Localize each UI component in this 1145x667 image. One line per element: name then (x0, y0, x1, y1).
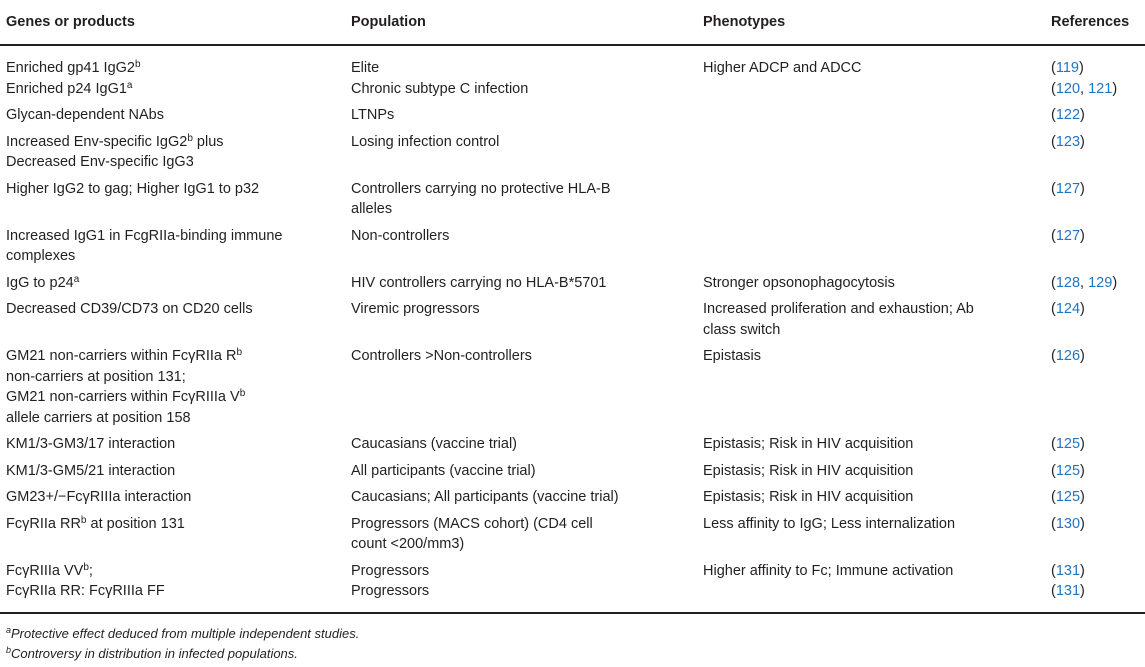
cell-phenotypes (697, 99, 1045, 126)
cell-population: Progressors (351, 562, 430, 579)
table-row (0, 481, 1145, 508)
genes-text: Higher IgG2 to gag; Higher IgG1 to p32 (6, 180, 260, 197)
cell-references: (125) (1051, 462, 1085, 479)
genes-text: Increased IgG1 in FcgRIIa-binding immune complexes (6, 227, 283, 264)
reference-link[interactable]: 126 (1055, 348, 1081, 364)
table-row (0, 126, 1145, 173)
reference-link[interactable]: 121 (1088, 80, 1113, 97)
footnote-mark: a (6, 625, 12, 635)
genes-text: Increased Env-specific IgG2 (6, 133, 188, 150)
genes-text: at position 131 (86, 515, 185, 532)
genes-text: IgG to p24 (6, 274, 74, 291)
cell-phenotypes (697, 79, 1045, 100)
cell-phenotypes: Higher ADCP and ADCC (703, 60, 862, 76)
footnote-mark: b (6, 645, 12, 655)
cell-population: Non-controllers (351, 227, 450, 244)
cell-references: (130) (1051, 515, 1085, 532)
cell-references: (131) (1045, 581, 1145, 613)
genes-text: ; (88, 562, 93, 579)
cell-phenotypes (697, 220, 1045, 267)
cell-references: (128, 129) (1051, 274, 1118, 291)
footnote-mark: b (239, 388, 246, 399)
table-row (0, 220, 1145, 267)
cell-population: Losing infection control (351, 133, 500, 150)
table-row (0, 267, 1145, 294)
genes-text: FcγRIIIa VV (6, 562, 84, 579)
cell-references: (123) (1051, 133, 1085, 150)
genes-text: plus Decreased Env-specific IgG3 (6, 133, 224, 170)
genes-text: FcγRIIa RR: FcγRIIIa FF (6, 583, 165, 599)
cell-population: HIV controllers carrying no HLA-B*5701 (351, 274, 607, 291)
cell-references: (124) (1051, 301, 1085, 317)
cell-population: LTNPs (351, 107, 395, 123)
table-row (0, 455, 1145, 482)
genes-text: KM1/3-GM3/17 interaction (6, 436, 176, 452)
reference-link[interactable]: 120 (1055, 80, 1081, 97)
reference-link[interactable]: 129 (1088, 274, 1113, 291)
reference-link[interactable]: 125 (1055, 436, 1081, 452)
reference-link[interactable]: 125 (1055, 462, 1081, 479)
table-row (0, 340, 1145, 428)
reference-link[interactable]: 128 (1055, 274, 1081, 291)
cell-population: Viremic progressors (351, 301, 480, 317)
cell-genes (0, 126, 345, 173)
cell-phenotypes: Epistasis; Risk in HIV acquisition (703, 436, 914, 452)
genes-text: allele carriers at position 158 (6, 409, 191, 426)
genes-text: FcγRIIa RR (6, 515, 81, 532)
table-row (0, 555, 1145, 582)
table-row (0, 45, 1145, 79)
cell-genes (0, 481, 345, 508)
cell-references: (126) (1051, 348, 1085, 364)
cell-phenotypes: Epistasis; Risk in HIV acquisition (703, 489, 914, 505)
reference-link[interactable]: 130 (1055, 515, 1081, 532)
footnote-mark: b (187, 132, 193, 144)
table-row (0, 79, 1145, 100)
reference-link[interactable]: 125 (1055, 489, 1081, 505)
footnote-mark: a (73, 273, 80, 285)
footnote-b (6, 644, 359, 664)
cell-phenotypes: Higher affinity to Fc; Immune activation (703, 562, 954, 579)
reference-link[interactable]: 122 (1055, 107, 1081, 123)
table-body (0, 45, 1145, 613)
cell-phenotypes (697, 581, 1045, 613)
reference-link[interactable]: 131 (1055, 562, 1081, 579)
cell-references: (120, 121) (1051, 80, 1118, 97)
table-header (0, 0, 1145, 45)
footnote-mark: a (126, 79, 133, 91)
cell-references: (122) (1051, 107, 1085, 123)
cell-population: Progressors (MACS cohort) (CD4 cell count <200/mm3) (351, 515, 593, 552)
cell-phenotypes: Increased proliferation and exhaustion; Ab class switch (703, 301, 974, 338)
cell-references: (131) (1051, 562, 1085, 579)
genes-text: GM23+/−FcγRIIIa interaction (6, 489, 192, 505)
genes-text: KM1/3-GM5/21 interaction (6, 462, 176, 479)
cell-genes (0, 508, 345, 555)
footnote-text: Protective effect deduced from multiple independent studies. (11, 626, 360, 641)
cell-phenotypes (697, 173, 1045, 220)
cell-genes (0, 455, 345, 482)
reference-link[interactable]: 123 (1055, 133, 1081, 150)
cell-population: Elite (351, 60, 380, 76)
reference-link[interactable]: 119 (1055, 60, 1079, 76)
cell-genes (0, 220, 345, 267)
cell-genes (0, 79, 345, 100)
reference-link[interactable]: 131 (1055, 583, 1081, 599)
table-row (0, 581, 1145, 613)
header-references: References (1045, 0, 1145, 45)
reference-link[interactable]: 127 (1055, 227, 1081, 244)
cell-references: (125) (1051, 436, 1085, 452)
cell-genes (0, 555, 345, 582)
cell-genes (0, 340, 345, 428)
footnote-mark: b (80, 514, 87, 526)
cell-genes (0, 581, 345, 613)
cell-genes (0, 173, 345, 220)
cell-population: Controllers >Non-controllers (351, 348, 532, 364)
cell-references: (127) (1051, 227, 1085, 244)
genes-text: Glycan-dependent NAbs (6, 107, 164, 123)
cell-references: (125) (1051, 489, 1085, 505)
genes-text: Enriched gp41 IgG2 (6, 60, 135, 76)
header-population: Population (345, 0, 697, 45)
cell-genes (0, 45, 345, 79)
header-phenotypes: Phenotypes (697, 0, 1045, 45)
header-genes: Genes or products (0, 0, 345, 45)
genes-text: Enriched p24 IgG1 (6, 80, 127, 97)
table-row (0, 293, 1145, 340)
cell-phenotypes (697, 126, 1045, 173)
footnote-mark: b (236, 347, 243, 358)
cell-population: Chronic subtype C infection (351, 80, 529, 97)
cell-population: Caucasians; All participants (vaccine trial) (351, 489, 619, 505)
cell-genes (0, 267, 345, 294)
reference-link[interactable]: 127 (1055, 180, 1081, 197)
footnote-a (6, 624, 359, 644)
cell-phenotypes: Epistasis; Risk in HIV acquisition (703, 462, 914, 479)
genes-text: Decreased CD39/CD73 on CD20 cells (6, 301, 253, 317)
table-row (0, 428, 1145, 455)
cell-population: Controllers carrying no protective HLA-B alleles (351, 180, 611, 217)
footnote-text: Controversy in distribution in infected populations. (11, 646, 298, 661)
table-row (0, 173, 1145, 220)
cell-phenotypes: Less affinity to IgG; Less internalization (703, 515, 956, 532)
cell-phenotypes: Stronger opsonophagocytosis (703, 274, 895, 291)
cell-references: (127) (1051, 180, 1085, 197)
footnote-mark: b (83, 561, 89, 573)
cell-references: (119) (1051, 60, 1084, 76)
cell-population: Caucasians (vaccine trial) (351, 436, 518, 452)
table-row (0, 99, 1145, 126)
cell-genes (0, 428, 345, 455)
genes-text: non-carriers at position 131; GM21 non-carriers within FcγRIIIa V (6, 368, 240, 405)
cell-population: Progressors (345, 581, 697, 613)
footnote-mark: b (134, 59, 141, 70)
cell-genes (0, 99, 345, 126)
cell-genes (0, 293, 345, 340)
table-row (0, 508, 1145, 555)
reference-link[interactable]: 124 (1055, 301, 1081, 317)
footnotes (6, 624, 359, 664)
cell-phenotypes: Epistasis (703, 348, 762, 364)
cell-population: All participants (vaccine trial) (351, 462, 536, 479)
genes-text: GM21 non-carriers within FcγRIIa R (6, 348, 237, 364)
